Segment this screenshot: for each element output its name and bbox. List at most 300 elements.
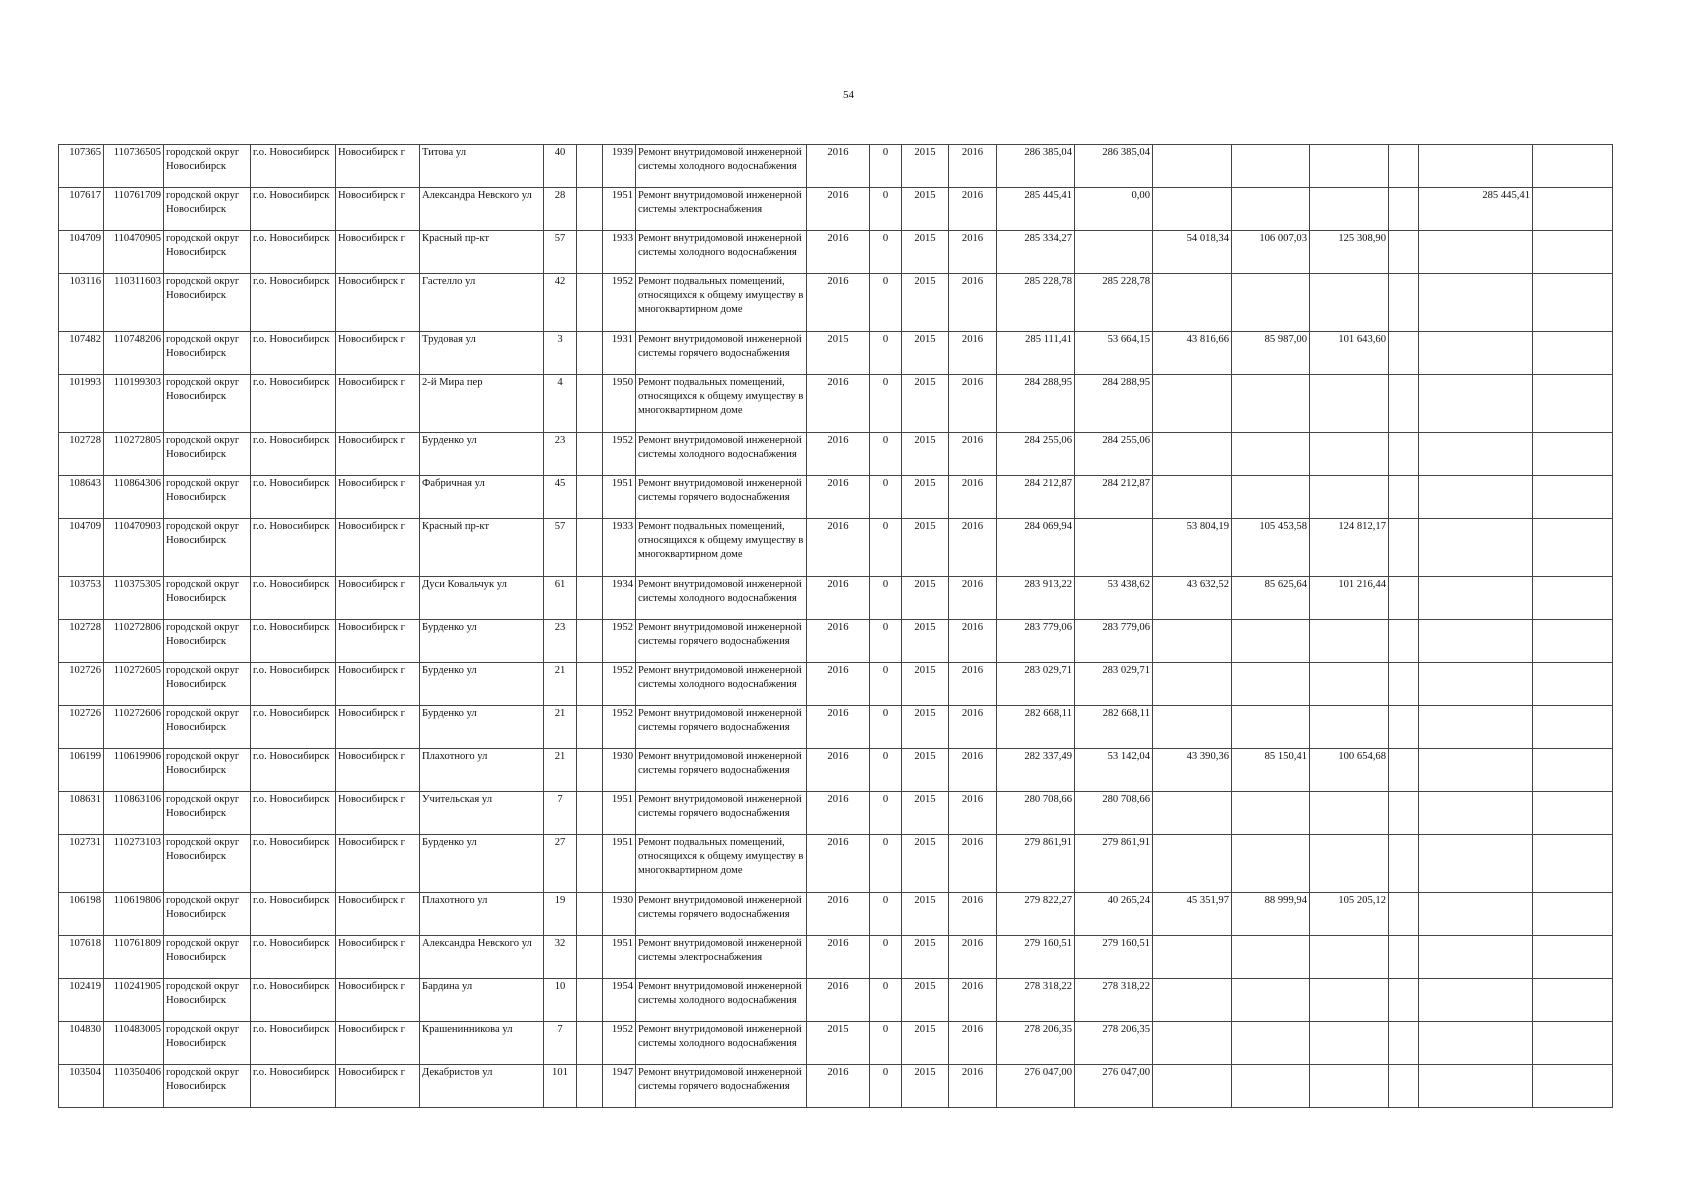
blank-cell (577, 274, 603, 332)
blank-cell (577, 231, 603, 274)
blank-cell (1533, 375, 1613, 433)
year-built-cell: 1951 (603, 936, 636, 979)
house-cell: 10 (544, 979, 577, 1022)
id-cell: 102728 (59, 620, 104, 663)
municipality-cell: г.о. Новосибирск (251, 979, 336, 1022)
amount-cell-1: 0,00 (1075, 188, 1153, 231)
city-cell: Новосибирск г (336, 663, 420, 706)
amount-cell-3: 106 007,03 (1232, 231, 1310, 274)
amount-cell-2 (1153, 375, 1232, 433)
work-type-cell: Ремонт внутридомовой инженерной системы электроснабжения (636, 936, 807, 979)
amount-cell-3 (1232, 792, 1310, 835)
municipality-cell: г.о. Новосибирск (251, 433, 336, 476)
year-start-cell: 2015 (902, 577, 949, 620)
amount-cell-1: 282 668,11 (1075, 706, 1153, 749)
blank-cell (1389, 979, 1419, 1022)
work-type-cell: Ремонт внутридомовой инженерной системы холодного водоснабжения (636, 1022, 807, 1065)
city-cell: Новосибирск г (336, 519, 420, 577)
house-cell: 101 (544, 1065, 577, 1108)
amount-cell-2 (1153, 706, 1232, 749)
amount-cell-1: 284 255,06 (1075, 433, 1153, 476)
municipality-cell: г.о. Новосибирск (251, 663, 336, 706)
city-cell: Новосибирск г (336, 893, 420, 936)
year-end-cell: 2016 (949, 835, 997, 893)
blank-cell (577, 979, 603, 1022)
year-start-cell: 2015 (902, 375, 949, 433)
house-cell: 4 (544, 375, 577, 433)
code-cell: 110748206 (104, 332, 164, 375)
amount-cell-5 (1419, 936, 1533, 979)
code-cell: 110483005 (104, 1022, 164, 1065)
year-end-cell: 2016 (949, 1022, 997, 1065)
table-row (59, 936, 1613, 979)
street-cell: Учительская ул (420, 792, 544, 835)
work-type-cell: Ремонт внутридомовой инженерной системы холодного водоснабжения (636, 663, 807, 706)
street-cell: Бурденко ул (420, 835, 544, 893)
amount-cell-4 (1310, 476, 1389, 519)
table-row (59, 375, 1613, 433)
amount-cell-1: 279 861,91 (1075, 835, 1153, 893)
code-cell: 110619806 (104, 893, 164, 936)
year-start-cell: 2015 (902, 979, 949, 1022)
amount-cell-3 (1232, 835, 1310, 893)
amount-cell-4: 105 205,12 (1310, 893, 1389, 936)
blank-cell (1389, 749, 1419, 792)
year-start-cell: 2015 (902, 893, 949, 936)
year-built-cell: 1930 (603, 749, 636, 792)
blank-cell (1533, 231, 1613, 274)
amount-cell-3 (1232, 274, 1310, 332)
work-type-cell: Ремонт внутридомовой инженерной системы горячего водоснабжения (636, 893, 807, 936)
street-cell: Красный пр-кт (420, 519, 544, 577)
blank-cell (1533, 835, 1613, 893)
zero-cell: 0 (870, 893, 902, 936)
work-type-cell: Ремонт внутридомовой инженерной системы холодного водоснабжения (636, 145, 807, 188)
blank-cell (1389, 1022, 1419, 1065)
work-type-cell: Ремонт внутридомовой инженерной системы холодного водоснабжения (636, 231, 807, 274)
blank-cell (577, 577, 603, 620)
total-cost-cell: 284 255,06 (997, 433, 1075, 476)
amount-cell-3 (1232, 145, 1310, 188)
type-cell: городской округ Новосибирск (164, 476, 251, 519)
id-cell: 107618 (59, 936, 104, 979)
year-start-cell: 2015 (902, 620, 949, 663)
blank-cell (577, 1022, 603, 1065)
year-cell: 2016 (807, 274, 870, 332)
table-row (59, 620, 1613, 663)
street-cell: Трудовая ул (420, 332, 544, 375)
id-cell: 108631 (59, 792, 104, 835)
amount-cell-3: 88 999,94 (1232, 893, 1310, 936)
zero-cell: 0 (870, 936, 902, 979)
blank-cell (1389, 476, 1419, 519)
total-cost-cell: 276 047,00 (997, 1065, 1075, 1108)
municipality-cell: г.о. Новосибирск (251, 577, 336, 620)
amount-cell-3 (1232, 476, 1310, 519)
year-cell: 2016 (807, 749, 870, 792)
amount-cell-4 (1310, 936, 1389, 979)
city-cell: Новосибирск г (336, 835, 420, 893)
street-cell: Плахотного ул (420, 893, 544, 936)
street-cell: Александра Невского ул (420, 936, 544, 979)
city-cell: Новосибирск г (336, 979, 420, 1022)
blank-cell (1533, 188, 1613, 231)
municipality-cell: г.о. Новосибирск (251, 620, 336, 663)
amount-cell-1: 276 047,00 (1075, 1065, 1153, 1108)
table-row (59, 476, 1613, 519)
amount-cell-1: 286 385,04 (1075, 145, 1153, 188)
amount-cell-2 (1153, 835, 1232, 893)
municipality-cell: г.о. Новосибирск (251, 231, 336, 274)
type-cell: городской округ Новосибирск (164, 145, 251, 188)
year-cell: 2015 (807, 332, 870, 375)
amount-cell-5 (1419, 1022, 1533, 1065)
code-cell: 110619906 (104, 749, 164, 792)
blank-cell (1389, 332, 1419, 375)
year-end-cell: 2016 (949, 1065, 997, 1108)
work-type-cell: Ремонт подвальных помещений, относящихся к общему имуществу в многоквартирном доме (636, 835, 807, 893)
zero-cell: 0 (870, 835, 902, 893)
id-cell: 108643 (59, 476, 104, 519)
amount-cell-4: 125 308,90 (1310, 231, 1389, 274)
amount-cell-1: 278 318,22 (1075, 979, 1153, 1022)
year-cell: 2016 (807, 231, 870, 274)
work-type-cell: Ремонт внутридомовой инженерной системы горячего водоснабжения (636, 332, 807, 375)
amount-cell-4: 101 216,44 (1310, 577, 1389, 620)
blank-cell (1389, 577, 1419, 620)
year-end-cell: 2016 (949, 332, 997, 375)
amount-cell-2 (1153, 1022, 1232, 1065)
amount-cell-5 (1419, 706, 1533, 749)
blank-cell (1533, 936, 1613, 979)
city-cell: Новосибирск г (336, 792, 420, 835)
municipality-cell: г.о. Новосибирск (251, 1022, 336, 1065)
id-cell: 106198 (59, 893, 104, 936)
amount-cell-3 (1232, 936, 1310, 979)
year-cell: 2016 (807, 519, 870, 577)
table-row (59, 663, 1613, 706)
city-cell: Новосибирск г (336, 145, 420, 188)
table-row (59, 893, 1613, 936)
total-cost-cell: 278 318,22 (997, 979, 1075, 1022)
year-cell: 2016 (807, 476, 870, 519)
table-row (59, 577, 1613, 620)
year-start-cell: 2015 (902, 519, 949, 577)
type-cell: городской округ Новосибирск (164, 188, 251, 231)
amount-cell-4 (1310, 835, 1389, 893)
work-type-cell: Ремонт внутридомовой инженерной системы электроснабжения (636, 188, 807, 231)
house-cell: 3 (544, 332, 577, 375)
year-built-cell: 1931 (603, 332, 636, 375)
table-row (59, 1065, 1613, 1108)
year-built-cell: 1952 (603, 620, 636, 663)
year-built-cell: 1954 (603, 979, 636, 1022)
year-built-cell: 1950 (603, 375, 636, 433)
id-cell: 104709 (59, 519, 104, 577)
year-cell: 2016 (807, 936, 870, 979)
amount-cell-1: 280 708,66 (1075, 792, 1153, 835)
id-cell: 104830 (59, 1022, 104, 1065)
amount-cell-3 (1232, 1022, 1310, 1065)
year-end-cell: 2016 (949, 145, 997, 188)
table-row (59, 835, 1613, 893)
house-cell: 57 (544, 231, 577, 274)
id-cell: 103116 (59, 274, 104, 332)
municipality-cell: г.о. Новосибирск (251, 749, 336, 792)
amount-cell-5 (1419, 577, 1533, 620)
amount-cell-4: 100 654,68 (1310, 749, 1389, 792)
type-cell: городской округ Новосибирск (164, 893, 251, 936)
amount-cell-4 (1310, 274, 1389, 332)
amount-cell-5 (1419, 620, 1533, 663)
id-cell: 103753 (59, 577, 104, 620)
amount-cell-2 (1153, 476, 1232, 519)
amount-cell-2: 43 632,52 (1153, 577, 1232, 620)
total-cost-cell: 285 228,78 (997, 274, 1075, 332)
amount-cell-4 (1310, 706, 1389, 749)
amount-cell-1: 278 206,35 (1075, 1022, 1153, 1065)
amount-cell-4 (1310, 979, 1389, 1022)
house-cell: 7 (544, 1022, 577, 1065)
work-type-cell: Ремонт внутридомовой инженерной системы горячего водоснабжения (636, 792, 807, 835)
amount-cell-5 (1419, 835, 1533, 893)
year-start-cell: 2015 (902, 433, 949, 476)
year-cell: 2016 (807, 620, 870, 663)
code-cell: 110864306 (104, 476, 164, 519)
type-cell: городской округ Новосибирск (164, 332, 251, 375)
code-cell: 110736505 (104, 145, 164, 188)
year-built-cell: 1951 (603, 188, 636, 231)
city-cell: Новосибирск г (336, 577, 420, 620)
table-row (59, 792, 1613, 835)
total-cost-cell: 285 111,41 (997, 332, 1075, 375)
zero-cell: 0 (870, 433, 902, 476)
street-cell: Красный пр-кт (420, 231, 544, 274)
zero-cell: 0 (870, 1065, 902, 1108)
house-cell: 23 (544, 433, 577, 476)
type-cell: городской округ Новосибирск (164, 835, 251, 893)
zero-cell: 0 (870, 231, 902, 274)
type-cell: городской округ Новосибирск (164, 620, 251, 663)
blank-cell (577, 893, 603, 936)
amount-cell-2 (1153, 792, 1232, 835)
blank-cell (1389, 231, 1419, 274)
blank-cell (577, 749, 603, 792)
year-start-cell: 2015 (902, 188, 949, 231)
work-type-cell: Ремонт подвальных помещений, относящихся к общему имуществу в многоквартирном доме (636, 375, 807, 433)
municipality-cell: г.о. Новосибирск (251, 936, 336, 979)
year-cell: 2016 (807, 893, 870, 936)
type-cell: городской округ Новосибирск (164, 749, 251, 792)
table-row (59, 706, 1613, 749)
type-cell: городской округ Новосибирск (164, 274, 251, 332)
work-type-cell: Ремонт внутридомовой инженерной системы горячего водоснабжения (636, 706, 807, 749)
year-end-cell: 2016 (949, 274, 997, 332)
table-row (59, 749, 1613, 792)
amount-cell-1: 283 029,71 (1075, 663, 1153, 706)
type-cell: городской округ Новосибирск (164, 433, 251, 476)
year-built-cell: 1952 (603, 706, 636, 749)
year-built-cell: 1951 (603, 476, 636, 519)
code-cell: 110761709 (104, 188, 164, 231)
amount-cell-2 (1153, 188, 1232, 231)
municipality-cell: г.о. Новосибирск (251, 145, 336, 188)
zero-cell: 0 (870, 274, 902, 332)
city-cell: Новосибирск г (336, 936, 420, 979)
street-cell: Крашенинникова ул (420, 1022, 544, 1065)
year-end-cell: 2016 (949, 749, 997, 792)
blank-cell (1533, 893, 1613, 936)
house-cell: 57 (544, 519, 577, 577)
work-type-cell: Ремонт внутридомовой инженерной системы холодного водоснабжения (636, 577, 807, 620)
year-end-cell: 2016 (949, 476, 997, 519)
city-cell: Новосибирск г (336, 433, 420, 476)
code-cell: 110199303 (104, 375, 164, 433)
municipality-cell: г.о. Новосибирск (251, 893, 336, 936)
total-cost-cell: 279 822,27 (997, 893, 1075, 936)
zero-cell: 0 (870, 332, 902, 375)
zero-cell: 0 (870, 188, 902, 231)
amount-cell-3 (1232, 433, 1310, 476)
code-cell: 110241905 (104, 979, 164, 1022)
blank-cell (577, 375, 603, 433)
work-type-cell: Ремонт внутридомовой инженерной системы горячего водоснабжения (636, 1065, 807, 1108)
zero-cell: 0 (870, 706, 902, 749)
amount-cell-5 (1419, 792, 1533, 835)
code-cell: 110863106 (104, 792, 164, 835)
amount-cell-2: 45 351,97 (1153, 893, 1232, 936)
blank-cell (1389, 893, 1419, 936)
id-cell: 107482 (59, 332, 104, 375)
blank-cell (577, 188, 603, 231)
house-cell: 27 (544, 835, 577, 893)
total-cost-cell: 279 160,51 (997, 936, 1075, 979)
total-cost-cell: 283 029,71 (997, 663, 1075, 706)
total-cost-cell: 280 708,66 (997, 792, 1075, 835)
amount-cell-5 (1419, 1065, 1533, 1108)
blank-cell (577, 332, 603, 375)
year-built-cell: 1951 (603, 792, 636, 835)
amount-cell-2: 54 018,34 (1153, 231, 1232, 274)
blank-cell (1389, 936, 1419, 979)
amount-cell-4 (1310, 1022, 1389, 1065)
city-cell: Новосибирск г (336, 231, 420, 274)
amount-cell-3 (1232, 188, 1310, 231)
zero-cell: 0 (870, 476, 902, 519)
blank-cell (1533, 577, 1613, 620)
amount-cell-1 (1075, 231, 1153, 274)
zero-cell: 0 (870, 620, 902, 663)
zero-cell: 0 (870, 577, 902, 620)
year-end-cell: 2016 (949, 706, 997, 749)
year-cell: 2016 (807, 577, 870, 620)
amount-cell-3 (1232, 375, 1310, 433)
year-built-cell: 1952 (603, 1022, 636, 1065)
year-cell: 2016 (807, 663, 870, 706)
blank-cell (577, 145, 603, 188)
code-cell: 110350406 (104, 1065, 164, 1108)
house-cell: 28 (544, 188, 577, 231)
amount-cell-5 (1419, 145, 1533, 188)
year-start-cell: 2015 (902, 835, 949, 893)
total-cost-cell: 284 069,94 (997, 519, 1075, 577)
year-start-cell: 2015 (902, 332, 949, 375)
municipality-cell: г.о. Новосибирск (251, 519, 336, 577)
year-start-cell: 2015 (902, 145, 949, 188)
amount-cell-3: 85 150,41 (1232, 749, 1310, 792)
municipality-cell: г.о. Новосибирск (251, 332, 336, 375)
blank-cell (577, 792, 603, 835)
total-cost-cell: 282 668,11 (997, 706, 1075, 749)
year-end-cell: 2016 (949, 663, 997, 706)
code-cell: 110761809 (104, 936, 164, 979)
table-row (59, 231, 1613, 274)
year-cell: 2016 (807, 706, 870, 749)
blank-cell (1389, 620, 1419, 663)
year-start-cell: 2015 (902, 706, 949, 749)
zero-cell: 0 (870, 792, 902, 835)
type-cell: городской округ Новосибирск (164, 1022, 251, 1065)
amount-cell-1: 279 160,51 (1075, 936, 1153, 979)
amount-cell-1: 284 212,87 (1075, 476, 1153, 519)
amount-cell-3 (1232, 706, 1310, 749)
total-cost-cell: 285 334,27 (997, 231, 1075, 274)
city-cell: Новосибирск г (336, 1065, 420, 1108)
amount-cell-5 (1419, 893, 1533, 936)
code-cell: 110470903 (104, 519, 164, 577)
zero-cell: 0 (870, 1022, 902, 1065)
amount-cell-5 (1419, 433, 1533, 476)
municipality-cell: г.о. Новосибирск (251, 792, 336, 835)
blank-cell (577, 663, 603, 706)
city-cell: Новосибирск г (336, 332, 420, 375)
id-cell: 107617 (59, 188, 104, 231)
year-start-cell: 2015 (902, 792, 949, 835)
amount-cell-5 (1419, 663, 1533, 706)
amount-cell-4 (1310, 620, 1389, 663)
year-built-cell: 1947 (603, 1065, 636, 1108)
year-cell: 2016 (807, 979, 870, 1022)
year-end-cell: 2016 (949, 936, 997, 979)
total-cost-cell: 283 913,22 (997, 577, 1075, 620)
year-end-cell: 2016 (949, 375, 997, 433)
amount-cell-2: 43 390,36 (1153, 749, 1232, 792)
total-cost-cell: 284 212,87 (997, 476, 1075, 519)
table-row (59, 1022, 1613, 1065)
house-cell: 45 (544, 476, 577, 519)
total-cost-cell: 279 861,91 (997, 835, 1075, 893)
amount-cell-1: 284 288,95 (1075, 375, 1153, 433)
street-cell: Александра Невского ул (420, 188, 544, 231)
amount-cell-4 (1310, 433, 1389, 476)
street-cell: Бурденко ул (420, 620, 544, 663)
blank-cell (577, 706, 603, 749)
amount-cell-3: 85 625,64 (1232, 577, 1310, 620)
work-type-cell: Ремонт внутридомовой инженерной системы холодного водоснабжения (636, 433, 807, 476)
year-built-cell: 1933 (603, 231, 636, 274)
amount-cell-2 (1153, 433, 1232, 476)
municipality-cell: г.о. Новосибирск (251, 188, 336, 231)
year-built-cell: 1939 (603, 145, 636, 188)
amount-cell-2 (1153, 620, 1232, 663)
house-cell: 7 (544, 792, 577, 835)
type-cell: городской округ Новосибирск (164, 1065, 251, 1108)
blank-cell (1389, 792, 1419, 835)
type-cell: городской округ Новосибирск (164, 663, 251, 706)
year-built-cell: 1952 (603, 274, 636, 332)
amount-cell-4: 101 643,60 (1310, 332, 1389, 375)
amount-cell-3 (1232, 663, 1310, 706)
